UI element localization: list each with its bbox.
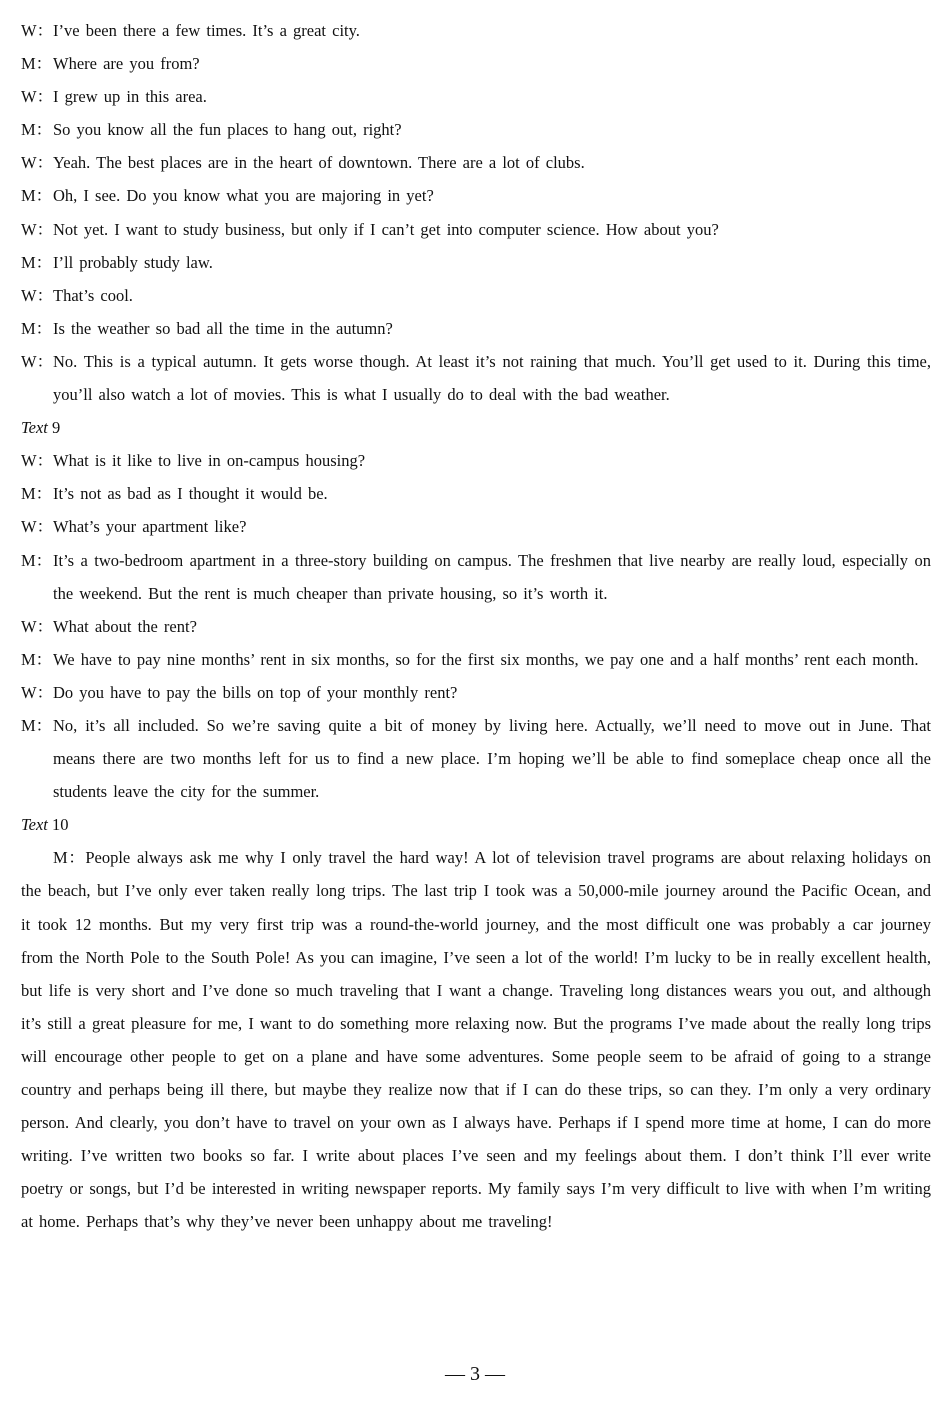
dialogue-line: [21, 345, 931, 411]
heading-label: Text: [21, 815, 48, 835]
speaker-label: M：: [21, 550, 53, 570]
line-text: I grew up in this area.: [53, 87, 207, 107]
dialogue-line: [21, 676, 931, 709]
dialogue-line: [21, 47, 931, 80]
line-text: Oh, I see. Do you know what you are majoring in yet?: [53, 186, 434, 206]
line-text: I’ll probably study law.: [53, 252, 213, 272]
speaker-label: M：: [21, 715, 53, 735]
line-text: No, it’s all included. So we’re saving quite a bit of money by living here. Actually, we’ll need to move out in June. That means there are two months left for us to find a new place. I’m hoping we’ll be able to find someplace cheap once all the students leave the city for the summer.: [53, 715, 931, 802]
heading-label: Text: [21, 418, 48, 438]
line-text: Is the weather so bad all the time in the autumn?: [53, 318, 393, 338]
heading-number: 9: [52, 418, 61, 438]
dialogue-block-2: [21, 444, 931, 808]
speaker-label: W：: [21, 616, 54, 636]
speaker-label: M：: [21, 484, 53, 504]
dialogue-line: [21, 246, 931, 279]
speaker-label: M：: [21, 54, 53, 74]
speaker-label: W：: [21, 351, 54, 371]
line-text: What’s your apartment like?: [53, 517, 247, 537]
dialogue-line: [21, 709, 931, 808]
speaker-label: M：: [21, 120, 53, 140]
dialogue-block-1: [21, 14, 931, 411]
dialogue-line: [21, 544, 931, 610]
dialogue-line: [21, 510, 931, 543]
line-text: It’s not as bad as I thought it would be.: [53, 484, 328, 504]
dialogue-line: [21, 179, 931, 212]
dialogue-line: [21, 146, 931, 179]
speaker-label: W：: [21, 682, 54, 702]
line-text: It’s a two-bedroom apartment in a three-story building on campus. The freshmen that live nearby are really loud, especially on the weekend. But the rent is much cheaper than private housing, so it’s worth it.: [53, 550, 931, 603]
line-text: Do you have to pay the bills on top of your monthly rent?: [53, 682, 458, 702]
line-text: No. This is a typical autumn. It gets worse though. At least it’s not raining that much. You’ll get used to it. During this time, you’ll also watch a lot of movies. This is what I usually do to deal with the bad weather.: [53, 351, 931, 405]
dialogue-line: [21, 643, 931, 676]
speaker-label: M：: [21, 252, 53, 272]
page-number: — 3 —: [445, 1363, 505, 1385]
speaker-label: M：: [21, 318, 53, 338]
line-text: I’ve been there a few times. It’s a great city.: [53, 21, 360, 40]
speaker-label: W：: [21, 451, 54, 471]
text-10-heading: [21, 808, 931, 841]
speaker-label: M：: [21, 186, 53, 206]
line-text: That’s cool.: [53, 285, 133, 305]
dialogue-line: [21, 80, 931, 113]
line-text: Where are you from?: [53, 54, 200, 74]
line-text: Not yet. I want to study business, but only if I can’t get into computer science. How about you?: [53, 219, 719, 239]
monologue-paragraph: M：People always ask me why I only travel the hard way! A lot of television travel programs are about relaxing holidays on the beach, but I’ve only ever taken really long trips. The last trip I took was a 50,000-mile journey around the Pacific Ocean, and it took 12 months. But my very first trip was a round-the-world journey, and the most difficult one was probably a car journey from the North Pole to the South Pole! As you can imagine, I’ve seen a lot of the world! I’m lucky to be in really excellent health, but life is very short and I’ve done so much traveling that I want a change. Traveling long distances wears you out, and although it’s still a great pleasure for me, I want to do something more relaxing now. But the programs I’ve made about the really long trips will encourage other people to get on a plane and have some adventures. Some people seem to be afraid of going to a strange country and perhaps being ill there, but maybe they realize now that if I can do these trips, so can they. I’m only a very ordinary person. And clearly, you don’t have to travel on your own as I always have. Perhaps if I spend more time at home, I can do more writing. I’ve written two books so far. I write about places I’ve seen and my feelings about them. I don’t think I’ll ever write poetry or songs, but I’d be interested in writing newspaper reports. My family says I’m very difficult to live with when I’m writing at home. Perhaps that’s why they’ve never been unhappy about me traveling!: [21, 848, 931, 1232]
speaker-label: W：: [21, 87, 54, 107]
transcript: [21, 14, 931, 1238]
line-text: What about the rent?: [53, 616, 197, 636]
speaker-label: W：: [21, 21, 54, 40]
line-text: What is it like to live in on-campus housing?: [53, 451, 366, 471]
dialogue-line: [21, 213, 931, 246]
text-9-heading: [21, 411, 931, 444]
speaker-label: W：: [21, 219, 54, 239]
dialogue-line: [21, 312, 931, 345]
speaker-label: W：: [21, 517, 54, 537]
dialogue-line: [21, 279, 931, 312]
line-text: We have to pay nine months’ rent in six months, so for the first six months, we pay one and a half months’ rent each month.: [53, 649, 919, 669]
dialogue-line: [21, 477, 931, 510]
dialogue-line: [21, 14, 931, 47]
dialogue-line: [21, 113, 931, 146]
speaker-label: W：: [21, 153, 54, 173]
speaker-label: W：: [21, 285, 54, 305]
line-text: So you know all the fun places to hang out, right?: [53, 120, 402, 140]
dialogue-line: [21, 610, 931, 643]
line-text: Yeah. The best places are in the heart of downtown. There are a lot of clubs.: [53, 153, 585, 173]
heading-number: 10: [52, 815, 69, 835]
dialogue-line: [21, 444, 931, 477]
speaker-label: M：: [21, 649, 53, 669]
